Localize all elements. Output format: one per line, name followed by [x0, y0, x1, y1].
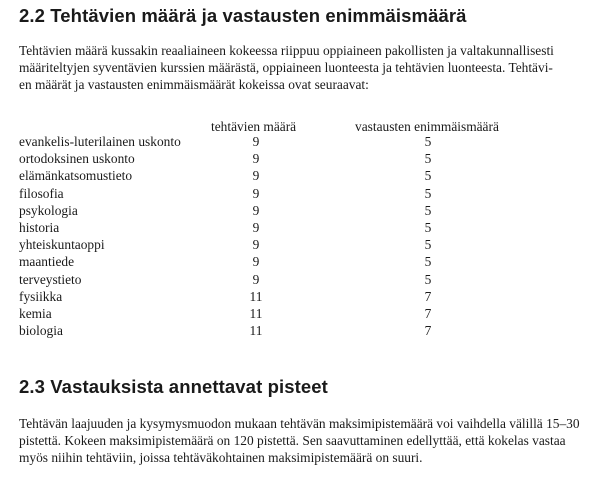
subject-name: psykologia — [19, 202, 78, 218]
task-count-cell: 9 — [252, 254, 260, 270]
subject-name: kemia — [19, 305, 52, 321]
subject-name: filosofia — [19, 185, 64, 201]
subject-name: historia — [19, 219, 60, 235]
max-answers-cell: 7 — [424, 305, 432, 321]
paragraph-line: Tehtävien määrä kussakin reaaliaineen kokeessa riippuu oppiaineen pakollisten ja valtakunnallisesti — [19, 43, 554, 58]
table-row — [19, 271, 539, 288]
table-row — [19, 288, 539, 305]
task-count-cell: 9 — [252, 219, 260, 235]
max-answers-cell: 5 — [424, 202, 432, 218]
task-count-cell: 9 — [252, 185, 260, 201]
max-answers-cell: 5 — [424, 134, 432, 149]
max-answers-cell: 5 — [424, 237, 432, 253]
max-answers-cell: 7 — [424, 323, 432, 339]
paragraph-line: Tehtävän laajuuden ja kysymysmuodon mukaan tehtävän maksimipistemäärä voi vaihdella välillä 15–30 — [19, 416, 580, 431]
section-intro-paragraph — [19, 42, 591, 93]
table-row — [19, 150, 539, 167]
table-row — [19, 322, 539, 339]
paragraph-line: pistettä. Kokeen maksimipistemäärä on 120 pistettä. Sen saavuttaminen edellyttää, että kokelas vastaa — [19, 433, 566, 448]
task-count-cell: 9 — [252, 151, 260, 167]
subject-name: biologia — [19, 323, 63, 339]
table-row — [19, 202, 539, 219]
max-answers-cell: 5 — [424, 151, 432, 167]
subject-name: terveystieto — [19, 271, 82, 287]
max-answers-cell: 5 — [424, 185, 432, 201]
paragraph-line: en määrät ja vastausten enimmäismäärät kokeissa ovat seuraavat: — [19, 77, 369, 92]
table-row — [19, 305, 539, 322]
max-answers-cell: 7 — [424, 288, 432, 304]
paragraph-line: myös niihin tehtäviin, joissa tehtäväkohtainen maksimipistemäärä on suuri. — [19, 450, 423, 465]
subject-table — [19, 133, 539, 339]
section-heading-points: 2.3 Vastauksista annettavat pisteet — [19, 376, 328, 397]
table-row — [19, 253, 539, 270]
subject-name: fysiikka — [19, 288, 63, 304]
table-row — [19, 219, 539, 236]
task-count-cell: 9 — [252, 168, 260, 184]
subject-name: evankelis-luterilainen uskonto — [19, 134, 181, 149]
table-row — [19, 133, 539, 150]
table-row — [19, 167, 539, 184]
section-heading-task-counts: 2.2 Tehtävien määrä ja vastausten enimmäismäärä — [19, 5, 467, 26]
task-count-cell: 9 — [252, 271, 260, 287]
max-answers-cell: 5 — [424, 254, 432, 270]
points-paragraph — [19, 415, 591, 466]
task-count-cell: 9 — [252, 202, 260, 218]
task-count-cell: 9 — [252, 134, 260, 149]
task-count-cell: 11 — [249, 288, 263, 304]
table-row — [19, 185, 539, 202]
task-count-cell: 11 — [249, 323, 263, 339]
subject-name: yhteiskuntaoppi — [19, 237, 105, 253]
column-header-max-answers: vastausten enimmäismäärä — [355, 119, 499, 134]
subject-name: maantiede — [19, 254, 75, 270]
task-count-cell: 9 — [252, 237, 260, 253]
subject-name: elämänkatsomustieto — [19, 168, 133, 184]
max-answers-cell: 5 — [424, 271, 432, 287]
paragraph-line: määriteltyjen syventävien kurssien määrästä, oppiaineen luonteesta ja tehtävien luonteesta. Tehtävi- — [19, 60, 553, 75]
subject-name: ortodoksinen uskonto — [19, 151, 135, 167]
column-header-task-count: tehtävien määrä — [211, 119, 297, 134]
task-count-cell: 11 — [249, 305, 263, 321]
table-row — [19, 236, 539, 253]
max-answers-cell: 5 — [424, 168, 432, 184]
max-answers-cell: 5 — [424, 219, 432, 235]
